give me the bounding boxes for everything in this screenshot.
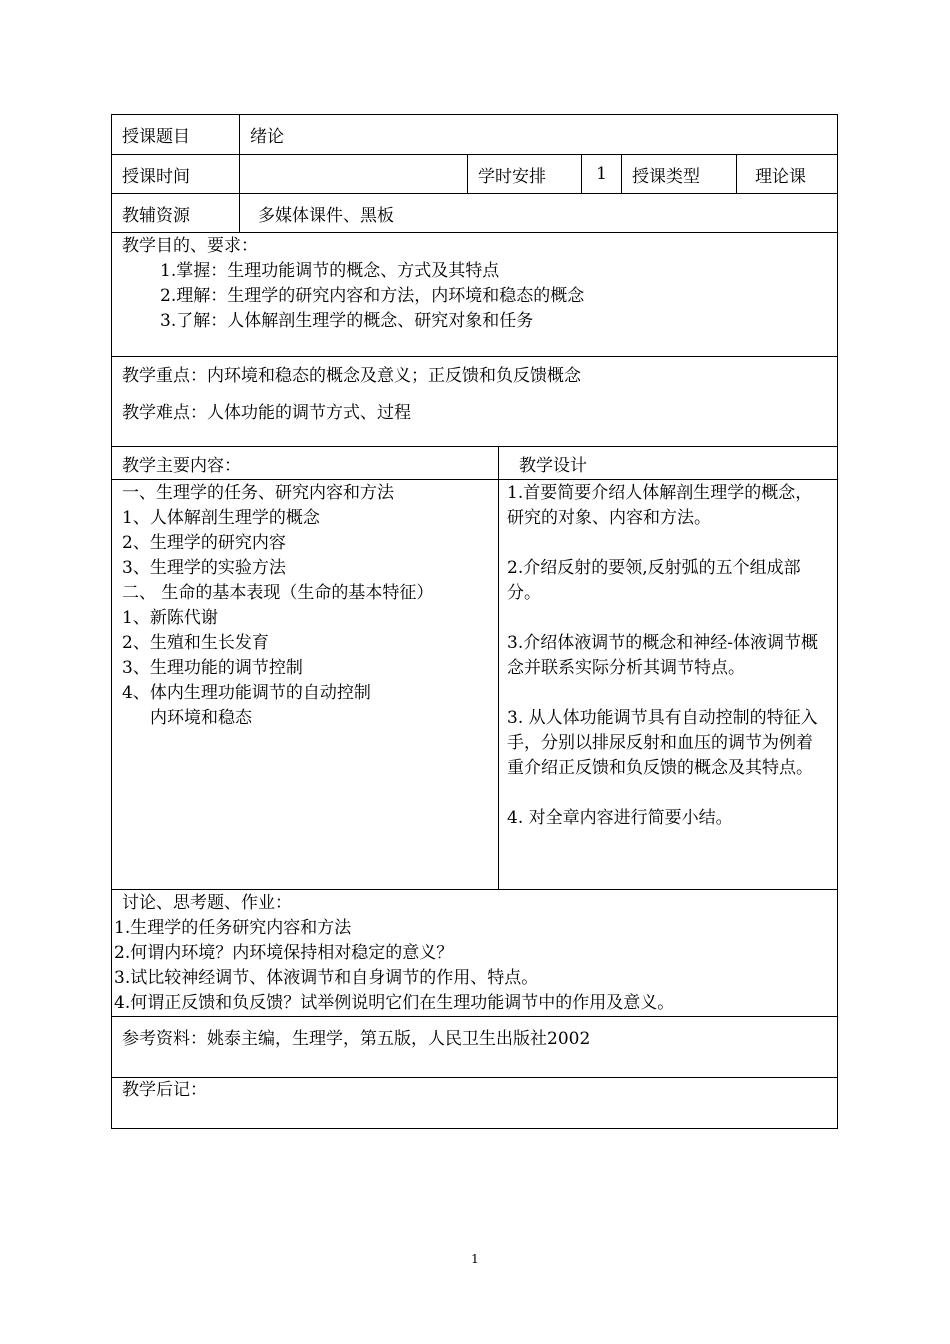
content-item: 2、生殖和生长发育 (122, 633, 269, 653)
objective-item: 2.理解：生理学的研究内容和方法，内环境和稳态的概念 (160, 286, 585, 306)
postscript-label: 教学后记： (122, 1080, 207, 1100)
topic-value: 绪论 (250, 127, 284, 147)
type-label: 授课类型 (622, 155, 737, 193)
row-key-points (112, 357, 837, 447)
content-left-column (112, 480, 499, 889)
hours-value: 1 (582, 155, 622, 193)
row-discussion (112, 890, 837, 1017)
design-item: 3.介绍体液调节的概念和神经-体液调节概念并联系实际分析其调节特点。 (507, 633, 818, 678)
content-item: 3、生理功能的调节控制 (122, 658, 303, 678)
resources-value: 多媒体课件、黑板 (258, 205, 394, 226)
objective-item: 1.掌握：生理功能调节的概念、方式及其特点 (160, 261, 500, 281)
key-difficulty: 教学难点：人体功能的调节方式、过程 (122, 403, 411, 423)
design-item: 3. 从人体功能调节具有自动控制的特征入手，分别以排尿反射和血压的调节为例着重介绍正反馈和负反馈的概念及其特点。 (507, 708, 818, 778)
row-postscript (112, 1078, 837, 1128)
discussion-item: 4.何谓正反馈和负反馈？试举例说明它们在生理功能调节中的作用及意义。 (114, 993, 675, 1013)
content-right-heading: 教学设计 (519, 455, 587, 476)
row-references (112, 1017, 837, 1078)
content-left-heading: 教学主要内容： (112, 447, 499, 479)
references-text: 参考资料：姚泰主编，生理学，第五版，人民卫生出版社2002 (122, 1029, 591, 1049)
row-content (112, 480, 837, 890)
design-item: 2.介绍反射的要领,反射弧的五个组成部分。 (507, 558, 801, 603)
key-focus: 教学重点：内环境和稳态的概念及意义；正反馈和负反馈概念 (122, 366, 581, 386)
discussion-item: 3.试比较神经调节、体液调节和自身调节的作用、特点。 (114, 968, 539, 988)
discussion-item: 2.何谓内环境？内环境保持相对稳定的意义？ (114, 943, 454, 963)
content-item: 内环境和稳态 (150, 708, 252, 728)
topic-label: 授课题目 (112, 115, 240, 154)
type-value: 理论课 (755, 166, 806, 187)
objectives-heading: 教学目的、要求： (122, 236, 258, 256)
design-item: 4. 对全章内容进行简要小结。 (507, 808, 733, 828)
objective-item: 3.了解：人体解剖生理学的概念、研究对象和任务 (160, 311, 534, 331)
row-time (112, 155, 837, 194)
discussion-heading: 讨论、思考题、作业： (122, 893, 292, 913)
content-item: 4、体内生理功能调节的自动控制 (122, 683, 371, 703)
row-topic (112, 115, 837, 155)
content-right-column (499, 480, 837, 889)
content-item: 3、生理学的实验方法 (122, 558, 286, 578)
hours-label: 学时安排 (468, 155, 582, 193)
page-number: 1 (471, 1252, 479, 1266)
design-item: 1.首要简要介绍人体解剖生理学的概念，研究的对象、内容和方法。 (507, 483, 813, 528)
time-value (240, 155, 468, 193)
row-content-headings (112, 447, 837, 480)
row-resources (112, 194, 837, 233)
content-item: 1、新陈代谢 (122, 608, 218, 628)
row-objectives (112, 233, 837, 357)
content-item: 1、人体解剖生理学的概念 (122, 508, 320, 528)
content-item: 二、 生命的基本表现（生命的基本特征） (122, 583, 434, 603)
time-label: 授课时间 (112, 155, 240, 193)
discussion-item: 1.生理学的任务研究内容和方法 (114, 918, 352, 938)
resources-label: 教辅资源 (112, 194, 240, 232)
lesson-plan-table (111, 114, 838, 1129)
content-item: 2、生理学的研究内容 (122, 533, 286, 553)
content-item: 一、生理学的任务、研究内容和方法 (122, 483, 394, 503)
